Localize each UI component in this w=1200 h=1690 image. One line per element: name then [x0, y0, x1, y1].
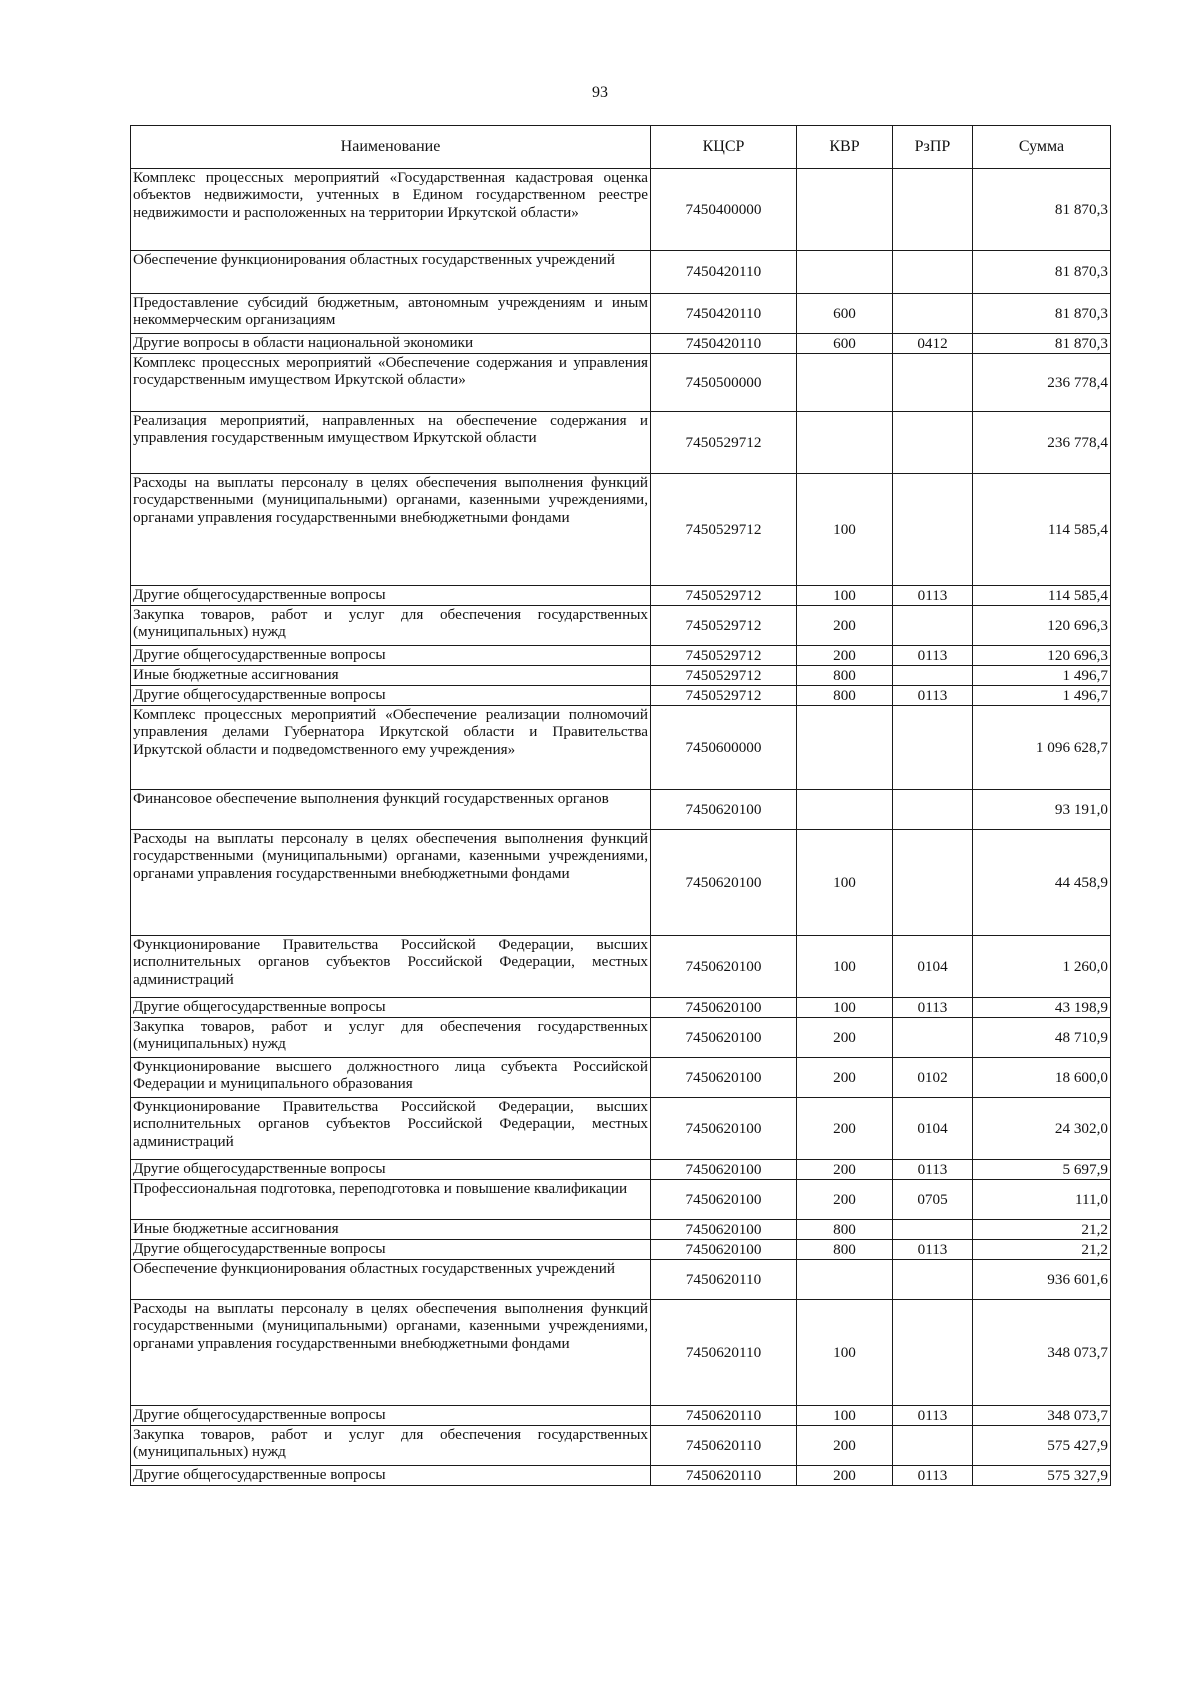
header-sum: Сумма: [973, 126, 1111, 169]
cell-kvr: 100: [797, 830, 893, 936]
cell-rzpr: [893, 666, 973, 686]
cell-name: Реализация мероприятий, направленных на обеспечение содержания и управления государственным имуществом Иркутской области: [131, 412, 651, 474]
cell-sum: 43 198,9: [973, 998, 1111, 1018]
table-body: [131, 169, 1111, 1486]
cell-code: 7450620100: [651, 1160, 797, 1180]
cell-code: 7450400000: [651, 169, 797, 251]
cell-name: Комплекс процессных мероприятий «Обеспечение реализации полномочий управления делами Губернатора Иркутской области и Правительства Иркутской области и подведомственного ему учреждения»: [131, 706, 651, 790]
cell-code: 7450620100: [651, 1058, 797, 1098]
cell-name: Иные бюджетные ассигнования: [131, 666, 651, 686]
cell-name: Комплекс процессных мероприятий «Обеспечение содержания и управления государственным имуществом Иркутской области»: [131, 354, 651, 412]
cell-rzpr: 0113: [893, 646, 973, 666]
header-rzpr: РзПР: [893, 126, 973, 169]
cell-code: 7450620110: [651, 1260, 797, 1300]
cell-sum: 24 302,0: [973, 1098, 1111, 1160]
cell-sum: 348 073,7: [973, 1406, 1111, 1426]
cell-kvr: 100: [797, 936, 893, 998]
cell-code: 7450620100: [651, 790, 797, 830]
cell-sum: 114 585,4: [973, 586, 1111, 606]
cell-rzpr: [893, 1426, 973, 1466]
cell-rzpr: [893, 790, 973, 830]
cell-code: 7450620110: [651, 1426, 797, 1466]
cell-sum: 1 260,0: [973, 936, 1111, 998]
cell-sum: 5 697,9: [973, 1160, 1111, 1180]
cell-code: 7450620100: [651, 1018, 797, 1058]
cell-kvr: 200: [797, 1018, 893, 1058]
cell-name: Закупка товаров, работ и услуг для обеспечения государственных (муниципальных) нужд: [131, 606, 651, 646]
cell-kvr: 600: [797, 294, 893, 334]
cell-kvr: 100: [797, 1300, 893, 1406]
table-header: [131, 126, 1111, 169]
cell-rzpr: [893, 606, 973, 646]
cell-sum: 21,2: [973, 1240, 1111, 1260]
cell-code: 7450529712: [651, 606, 797, 646]
cell-kvr: 200: [797, 646, 893, 666]
cell-name: Расходы на выплаты персоналу в целях обеспечения выполнения функций государственными (муниципальными) органами, казенными учреждениями, органами управления государственными внебюджетными фондами: [131, 830, 651, 936]
cell-name: Другие общегосударственные вопросы: [131, 1160, 651, 1180]
table-row: [131, 1160, 1111, 1180]
cell-name: Функционирование высшего должностного лица субъекта Российской Федерации и муниципального образования: [131, 1058, 651, 1098]
cell-sum: 120 696,3: [973, 606, 1111, 646]
cell-kvr: 100: [797, 586, 893, 606]
cell-rzpr: [893, 1018, 973, 1058]
cell-name: Другие общегосударственные вопросы: [131, 646, 651, 666]
cell-sum: 236 778,4: [973, 412, 1111, 474]
cell-code: 7450420110: [651, 294, 797, 334]
cell-kvr: 800: [797, 666, 893, 686]
cell-kvr: 100: [797, 474, 893, 586]
cell-sum: 575 427,9: [973, 1426, 1111, 1466]
cell-sum: 81 870,3: [973, 251, 1111, 294]
cell-sum: 1 096 628,7: [973, 706, 1111, 790]
cell-code: 7450620110: [651, 1300, 797, 1406]
cell-sum: 81 870,3: [973, 169, 1111, 251]
cell-sum: 48 710,9: [973, 1018, 1111, 1058]
cell-name: Обеспечение функционирования областных государственных учреждений: [131, 251, 651, 294]
cell-rzpr: 0104: [893, 1098, 973, 1160]
cell-code: 7450529712: [651, 646, 797, 666]
table-row: [131, 169, 1111, 251]
cell-kvr: 200: [797, 1426, 893, 1466]
cell-name: Расходы на выплаты персоналу в целях обеспечения выполнения функций государственными (муниципальными) органами, казенными учреждениями, органами управления государственными внебюджетными фондами: [131, 1300, 651, 1406]
table-row: [131, 294, 1111, 334]
cell-code: 7450529712: [651, 686, 797, 706]
cell-rzpr: [893, 294, 973, 334]
cell-kvr: [797, 169, 893, 251]
cell-code: 7450500000: [651, 354, 797, 412]
cell-rzpr: [893, 1220, 973, 1240]
cell-sum: 44 458,9: [973, 830, 1111, 936]
cell-sum: 348 073,7: [973, 1300, 1111, 1406]
cell-kvr: 200: [797, 606, 893, 646]
cell-sum: 21,2: [973, 1220, 1111, 1240]
cell-kvr: 800: [797, 686, 893, 706]
cell-name: Функционирование Правительства Российской Федерации, высших исполнительных органов субъектов Российской Федерации, местных администраций: [131, 936, 651, 998]
cell-kvr: [797, 412, 893, 474]
cell-kvr: 200: [797, 1180, 893, 1220]
cell-name: Предоставление субсидий бюджетным, автономным учреждениям и иным некоммерческим организациям: [131, 294, 651, 334]
cell-name: Закупка товаров, работ и услуг для обеспечения государственных (муниципальных) нужд: [131, 1018, 651, 1058]
table-row: [131, 474, 1111, 586]
table-row: [131, 354, 1111, 412]
cell-name: Расходы на выплаты персоналу в целях обеспечения выполнения функций государственными (муниципальными) органами, казенными учреждениями, органами управления государственными внебюджетными фондами: [131, 474, 651, 586]
table-row: [131, 1098, 1111, 1160]
cell-kvr: 100: [797, 998, 893, 1018]
cell-rzpr: 0113: [893, 1160, 973, 1180]
cell-sum: 93 191,0: [973, 790, 1111, 830]
cell-code: 7450620100: [651, 1240, 797, 1260]
cell-kvr: 200: [797, 1058, 893, 1098]
table-row: [131, 686, 1111, 706]
cell-sum: 1 496,7: [973, 686, 1111, 706]
cell-rzpr: [893, 354, 973, 412]
cell-code: 7450600000: [651, 706, 797, 790]
cell-rzpr: 0102: [893, 1058, 973, 1098]
cell-rzpr: 0113: [893, 1406, 973, 1426]
cell-name: Функционирование Правительства Российской Федерации, высших исполнительных органов субъектов Российской Федерации, местных администраций: [131, 1098, 651, 1160]
cell-kvr: [797, 790, 893, 830]
table-row: [131, 666, 1111, 686]
table-row: [131, 1058, 1111, 1098]
cell-sum: 81 870,3: [973, 334, 1111, 354]
table-row: [131, 706, 1111, 790]
table-row: [131, 1220, 1111, 1240]
cell-code: 7450620100: [651, 1098, 797, 1160]
table-row: [131, 1426, 1111, 1466]
cell-kvr: 200: [797, 1160, 893, 1180]
cell-kvr: 200: [797, 1098, 893, 1160]
cell-code: 7450620110: [651, 1466, 797, 1486]
cell-rzpr: 0412: [893, 334, 973, 354]
cell-kvr: 200: [797, 1466, 893, 1486]
cell-name: Другие общегосударственные вопросы: [131, 998, 651, 1018]
cell-kvr: 800: [797, 1240, 893, 1260]
cell-code: 7450620100: [651, 1180, 797, 1220]
cell-rzpr: 0113: [893, 686, 973, 706]
table-row: [131, 998, 1111, 1018]
cell-rzpr: [893, 412, 973, 474]
cell-code: 7450529712: [651, 474, 797, 586]
cell-name: Профессиональная подготовка, переподготовка и повышение квалификации: [131, 1180, 651, 1220]
header-kvr: КВР: [797, 126, 893, 169]
cell-code: 7450529712: [651, 666, 797, 686]
cell-rzpr: [893, 474, 973, 586]
cell-code: 7450620100: [651, 998, 797, 1018]
cell-kvr: [797, 251, 893, 294]
cell-name: Другие вопросы в области национальной экономики: [131, 334, 651, 354]
cell-sum: 236 778,4: [973, 354, 1111, 412]
cell-code: 7450620100: [651, 1220, 797, 1240]
cell-kvr: 800: [797, 1220, 893, 1240]
cell-sum: 120 696,3: [973, 646, 1111, 666]
cell-rzpr: 0113: [893, 1466, 973, 1486]
cell-name: Закупка товаров, работ и услуг для обеспечения государственных (муниципальных) нужд: [131, 1426, 651, 1466]
cell-kvr: [797, 706, 893, 790]
cell-rzpr: 0705: [893, 1180, 973, 1220]
cell-name: Комплекс процессных мероприятий «Государственная кадастровая оценка объектов недвижимости, учтенных в Едином государственном реестре недвижимости и расположенных на территории Иркутской области»: [131, 169, 651, 251]
cell-kvr: 600: [797, 334, 893, 354]
cell-sum: 1 496,7: [973, 666, 1111, 686]
cell-rzpr: [893, 830, 973, 936]
table-row: [131, 334, 1111, 354]
cell-rzpr: [893, 1300, 973, 1406]
cell-code: 7450420110: [651, 251, 797, 294]
cell-code: 7450620100: [651, 830, 797, 936]
table-row: [131, 1240, 1111, 1260]
cell-sum: 575 327,9: [973, 1466, 1111, 1486]
cell-name: Другие общегосударственные вопросы: [131, 1466, 651, 1486]
cell-code: 7450529712: [651, 412, 797, 474]
cell-code: 7450620100: [651, 936, 797, 998]
page-number: 93: [592, 84, 608, 101]
cell-name: Обеспечение функционирования областных государственных учреждений: [131, 1260, 651, 1300]
table-row: [131, 1180, 1111, 1220]
cell-rzpr: 0113: [893, 998, 973, 1018]
header-row: [131, 126, 1111, 169]
cell-name: Другие общегосударственные вопросы: [131, 686, 651, 706]
table-row: [131, 1300, 1111, 1406]
cell-sum: 111,0: [973, 1180, 1111, 1220]
cell-sum: 114 585,4: [973, 474, 1111, 586]
cell-rzpr: 0104: [893, 936, 973, 998]
cell-rzpr: 0113: [893, 1240, 973, 1260]
cell-kvr: [797, 354, 893, 412]
cell-rzpr: [893, 251, 973, 294]
budget-table: [130, 125, 1111, 1486]
table-row: [131, 646, 1111, 666]
cell-rzpr: [893, 706, 973, 790]
table-row: [131, 412, 1111, 474]
table-row: [131, 790, 1111, 830]
cell-sum: 81 870,3: [973, 294, 1111, 334]
header-code: КЦСР: [651, 126, 797, 169]
table-row: [131, 586, 1111, 606]
cell-rzpr: [893, 1260, 973, 1300]
table-row: [131, 606, 1111, 646]
cell-kvr: 100: [797, 1406, 893, 1426]
cell-code: 7450529712: [651, 586, 797, 606]
cell-sum: 18 600,0: [973, 1058, 1111, 1098]
table-row: [131, 251, 1111, 294]
header-name: Наименование: [131, 126, 651, 169]
table-row: [131, 936, 1111, 998]
cell-kvr: [797, 1260, 893, 1300]
cell-name: Иные бюджетные ассигнования: [131, 1220, 651, 1240]
table-row: [131, 1466, 1111, 1486]
cell-code: 7450420110: [651, 334, 797, 354]
table-row: [131, 1018, 1111, 1058]
table-row: [131, 830, 1111, 936]
cell-name: Другие общегосударственные вопросы: [131, 586, 651, 606]
cell-code: 7450620110: [651, 1406, 797, 1426]
cell-name: Другие общегосударственные вопросы: [131, 1240, 651, 1260]
table-row: [131, 1260, 1111, 1300]
cell-rzpr: [893, 169, 973, 251]
cell-rzpr: 0113: [893, 586, 973, 606]
cell-name: Финансовое обеспечение выполнения функций государственных органов: [131, 790, 651, 830]
cell-sum: 936 601,6: [973, 1260, 1111, 1300]
table-row: [131, 1406, 1111, 1426]
cell-name: Другие общегосударственные вопросы: [131, 1406, 651, 1426]
